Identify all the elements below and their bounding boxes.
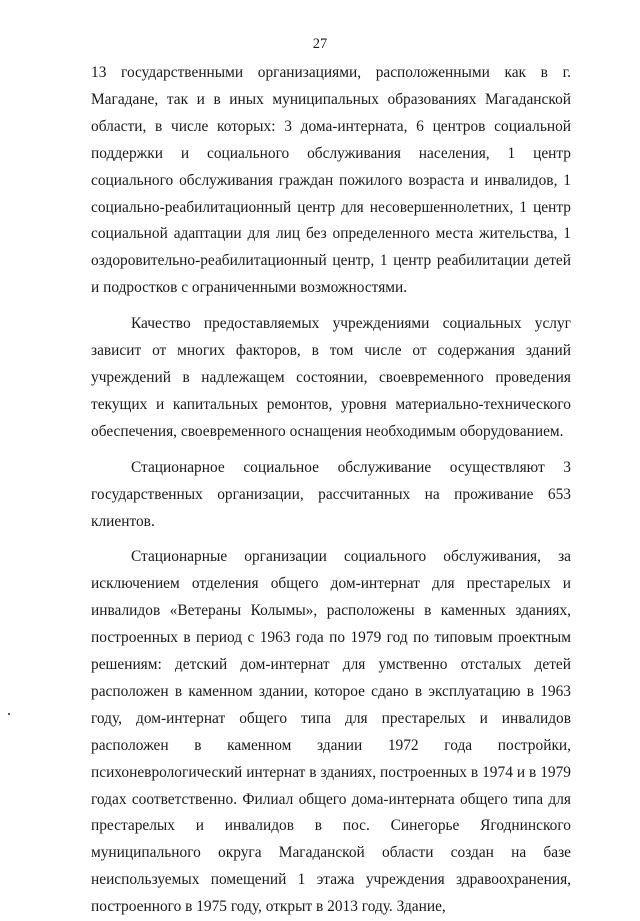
scan-artifact-dot — [8, 713, 10, 715]
paragraph-stationary-service: Стационарное социальное обслуживание осуществляют 3 государственных организации, рассчитанных на проживание 653 клиентов. — [91, 458, 571, 530]
paragraph-institutions-list: 13 государственными организациями, расположенными как в г. Магадане, так и в иных муниципальных образованиях Магаданской области, в числе которых: 3 дома-интерната, 6 центров социальной поддержки и социального обслуживания населения, 1 центр социального обслуживания граждан пожилого возраста и инвалидов, 1 социально-реабилитационный центр для несовершеннолетних, 1 центр социальной адаптации для лиц без определенного места жительства, 1 оздоровительно-реабилитационный центр, 1 центр реабилитации детей и подростков с ограниченными возможностями. — [91, 64, 571, 297]
page-number: 27 — [312, 36, 328, 52]
paragraph-service-quality: Качество предоставляемых учреждениями социальных услуг зависит от многих факторов, в том числе от содержания зданий учреждений в надлежащем состоянии, своевременного проведения текущих и капитальных ремонтов, уровня материально-технического обеспечения, своевременного оснащения необходимым оборудованием. — [91, 315, 571, 440]
document-body — [91, 60, 571, 921]
paragraph-stationary-buildings: Стационарные организации социального обслуживания, за исключением отделения общего дом-интернат для престарелых и инвалидов «Ветераны Колымы», расположены в каменных зданиях, построенных в период с 1963 года по 1979 год по типовым проектным решениям: детский дом-интернат для умственно отсталых детей расположен в каменном здании, которое сдано в эксплуатацию в 1963 году, дом-интернат общего типа для престарелых и инвалидов расположен в каменном здании 1972 года постройки, психоневрологический интернат в зданиях, построенных в 1974 и в 1979 годах соответственно. Филиал общего дома-интерната общего типа для престарелых и инвалидов в пос. Синегорье Ягоднинского муниципального округа Магаданской области создан на базе неиспользуемых помещений 1 этажа учреждения здравоохранения, построенного в 1975 году, открыт в 2013 году. Здание, — [91, 548, 571, 916]
